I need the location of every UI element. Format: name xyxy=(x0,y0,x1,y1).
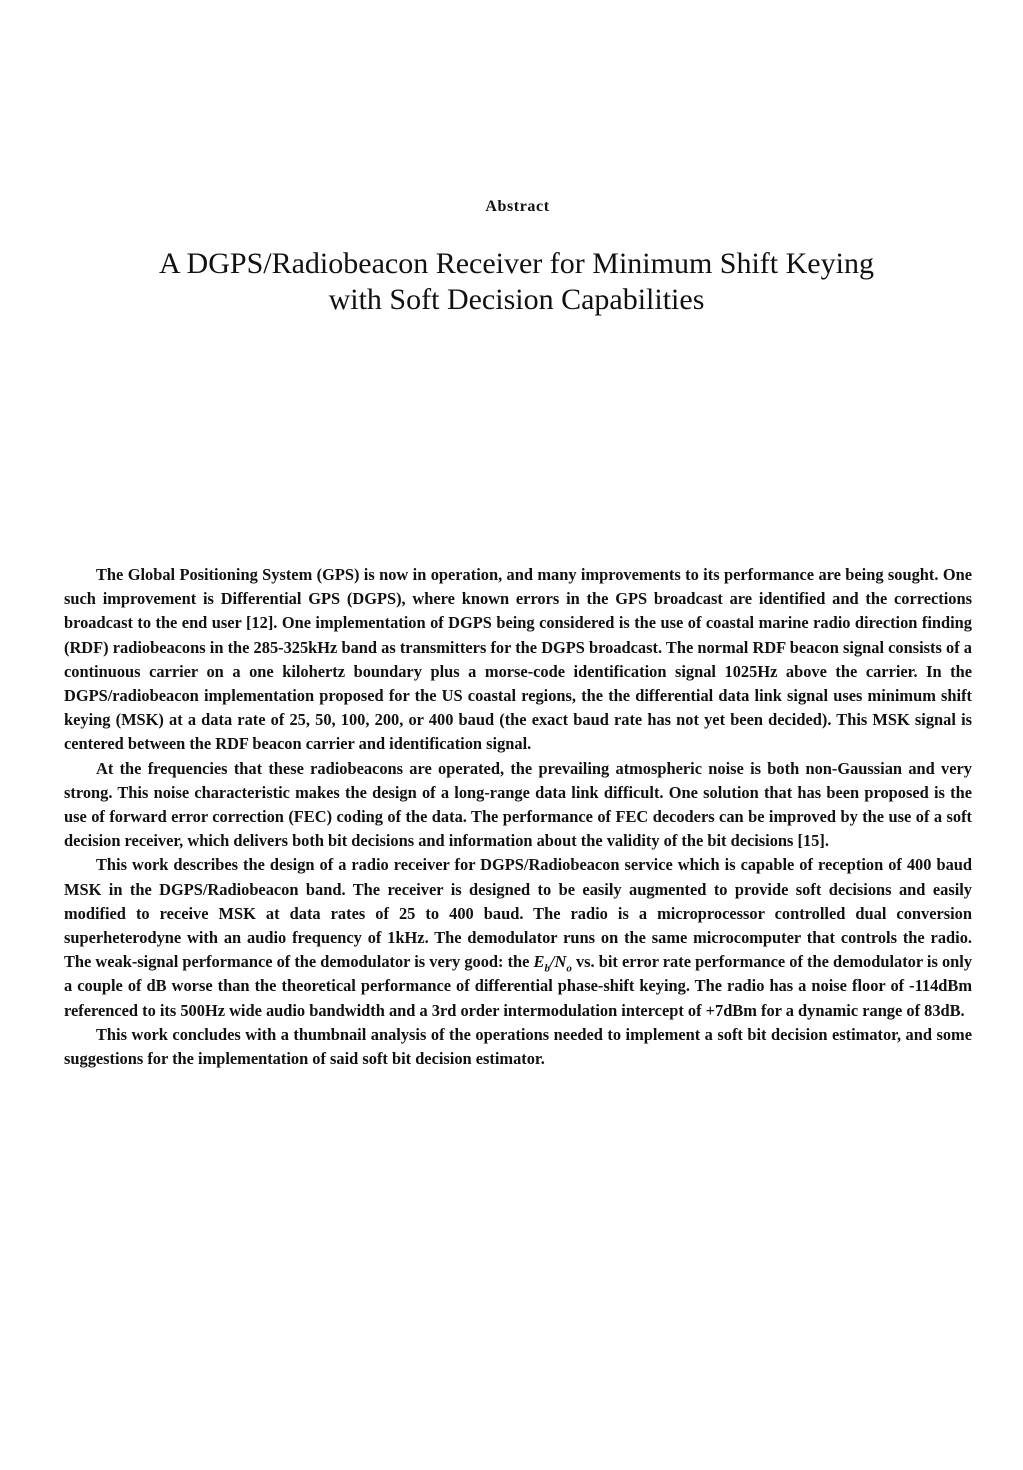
paper-title xyxy=(60,246,973,318)
math-e: E xyxy=(533,952,545,972)
paragraph-2: At the frequencies that these radiobeacons are operated, the prevailing atmospheric noise is both non-Gaussian and very strong. This noise characteristic makes the design of a long-range data link difficult. One solution that has been proposed is the use of forward error correction (FEC) coding of the data. The performance of FEC decoders can be improved by the use of a soft decision receiver, which delivers both bit decisions and information about the validity of the bit decisions [15]. xyxy=(64,758,972,851)
abstract-heading: Abstract xyxy=(485,198,550,215)
title-line-1: A DGPS/Radiobeacon Receiver for Minimum Shift Keying xyxy=(159,247,874,280)
paragraph-1: The Global Positioning System (GPS) is now in operation, and many improvements to its performance are being sought. One such improvement is Differential GPS (DGPS), where known errors in the GPS broadcast are identified and the corrections broadcast to the end user [12]. One implementation of DGPS being considered is the use of coastal marine radio direction finding (RDF) radiobeacons in the 285-325kHz band as transmitters for the DGPS broadcast. The normal RDF beacon signal consists of a continuous carrier on a one kilohertz boundary plus a morse-code identification signal 1025Hz above the carrier. In the DGPS/radiobeacon implementation proposed for the US coastal regions, the the differential data link signal uses minimum shift keying (MSK) at a data rate of 25, 50, 100, 200, or 400 baud (the exact baud rate has not yet been decided). This MSK signal is centered between the RDF beacon carrier and identification signal. xyxy=(64,565,972,754)
paragraph-4: This work concludes with a thumbnail analysis of the operations needed to implement a soft bit decision estimator, and some suggestions for the implementation of said soft bit decision estimator. xyxy=(64,1024,972,1069)
abstract-body xyxy=(64,563,972,1071)
paragraph-3 xyxy=(64,853,972,1022)
math-slash: / xyxy=(549,952,555,972)
title-line-2: with Soft Decision Capabilities xyxy=(328,283,705,316)
math-n: N xyxy=(554,952,567,972)
math-sub-o: o xyxy=(566,962,572,975)
eb-no-expression xyxy=(533,952,572,975)
paragraph-3-text-before: This work describes the design of a radio receiver for DGPS/Radiobeacon service which is capable of reception of 400 baud MSK in the DGPS/Radiobeacon band. The receiver is designed to be easily augmented to provide soft decisions and easily modified to receive MSK at data rates of 25 to 400 baud. The radio is a microprocessor controlled dual conversion superheterodyne with an audio frequency of 1kHz. The demodulator runs on the same microcomputer that controls the radio. The weak-signal performance of the demodulator is very good: the xyxy=(64,855,972,972)
math-sub-b: b xyxy=(544,962,550,975)
paragraph-3-text-after: vs. bit error rate performance of the demodulator is only a couple of dB worse than the theoretical performance of differential phase-shift keying. The radio has a noise floor of -114dBm referenced to its 500Hz wide audio bandwidth and a 3rd order intermodulation intercept of +7dBm for a dynamic range of 83dB. xyxy=(64,952,973,1020)
